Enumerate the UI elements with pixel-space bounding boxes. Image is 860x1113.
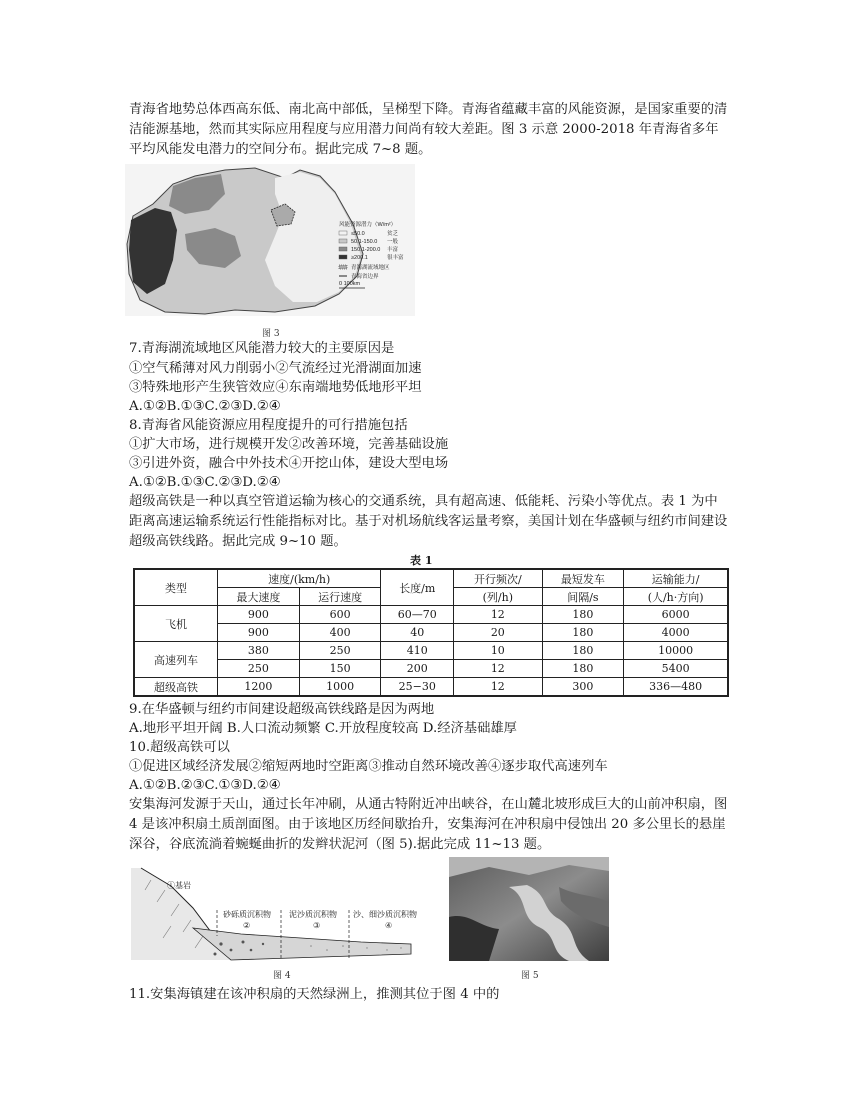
table-row xyxy=(134,678,728,697)
figure-5-photo xyxy=(449,857,609,961)
cell: 400 xyxy=(299,624,381,642)
legend-range-1: ≤50.0 xyxy=(351,231,365,237)
cell: 12 xyxy=(454,660,542,678)
cell: 150 xyxy=(299,660,381,678)
q7-options-2: ③特殊地形产生狭管效应④东南端地势低地形平坦 xyxy=(129,380,422,395)
legend-range-2: 50.1-150.0 xyxy=(351,239,378,245)
qinghai-wind-map xyxy=(125,164,415,316)
cell: 12 xyxy=(454,606,542,624)
figure-4-cross-section xyxy=(131,866,431,962)
table-row xyxy=(134,660,728,678)
cell: 900 xyxy=(218,606,300,624)
legend-range-3: 150.1-200.0 xyxy=(351,247,381,253)
row-group-high-speed-train: 高速列车 xyxy=(134,642,218,678)
q8-stem: 8.青海省风能资源应用程度提升的可行措施包括 xyxy=(129,418,408,433)
table-header-row xyxy=(134,569,728,588)
cell: 12 xyxy=(454,678,542,697)
cell: 180 xyxy=(542,624,624,642)
q10-options: ①促进区域经济发展②缩短两地时空距离③推动自然环境改善④逐步取代高速列车 xyxy=(129,759,608,774)
cell: 180 xyxy=(542,642,624,660)
header-speed: 速度/(km/h) xyxy=(218,569,381,588)
cell: 336—480 xyxy=(624,678,728,697)
cell: 10000 xyxy=(624,642,728,660)
q11-stem: 11.安集海镇建在该冲积扇的天然绿洲上，推测其位于图 4 中的 xyxy=(129,987,500,1002)
cell: 4000 xyxy=(624,624,728,642)
legend-border: 青海省边界 xyxy=(351,274,379,280)
label-gravel-num: ② xyxy=(243,921,251,930)
q8-options-1: ①扩大市场，进行规模开发②改善环境，完善基础设施 xyxy=(129,437,449,452)
intro-paragraph-1: 青海省地势总体西高东低、南北高中部低，呈梯型下降。青海省蕴藏丰富的风能资源，是国家重要的清洁能源基地，然而其实际应用程度与应用潜力间尚有较大差距。图 3 示意 2000-2018 年青海省多年平均风能发电潜力的空间分布。据此完成 7~8 题。 xyxy=(129,102,728,157)
cell: 250 xyxy=(218,660,300,678)
label-silt: 泥沙质沉积物 xyxy=(289,910,337,919)
header-frequency-unit: (列/h) xyxy=(454,588,542,606)
cell: 300 xyxy=(542,678,624,697)
label-sand-num: ④ xyxy=(385,921,393,930)
cell: 900 xyxy=(218,624,300,642)
header-interval: 最短发车 xyxy=(542,569,624,588)
q9-stem: 9.在华盛顿与纽约市间建设超级高铁线路是因为两地 xyxy=(129,702,435,717)
cell: 600 xyxy=(299,606,381,624)
figure-5-caption: 图 5 xyxy=(521,971,539,981)
q10-choices: A.①②B.②③C.①③D.②④ xyxy=(129,778,281,793)
q8-choices: A.①②B.①③C.②③D.②④ xyxy=(129,475,281,490)
table-row xyxy=(134,624,728,642)
table-1-caption: 表 1 xyxy=(410,554,433,567)
header-run-speed: 运行速度 xyxy=(299,588,381,606)
table-1 xyxy=(133,568,729,697)
label-silt-num: ③ xyxy=(313,921,321,930)
cell: 5400 xyxy=(624,660,728,678)
figure-4-caption: 图 4 xyxy=(273,971,291,981)
header-capacity: 运输能力/ xyxy=(624,569,728,588)
cell: 180 xyxy=(542,660,624,678)
legend-level-1: 贫乏 xyxy=(387,231,399,237)
table-row xyxy=(134,642,728,660)
canyon-photo xyxy=(449,857,609,961)
label-bedrock: ①基岩 xyxy=(167,881,191,890)
figure-3-map xyxy=(125,164,415,316)
cell: 20 xyxy=(454,624,542,642)
figure-3-caption: 图 3 xyxy=(262,329,280,339)
q9-choices: A.地形平坦开阔 B.人口流动频繁 C.开放程度较高 D.经济基础雄厚 xyxy=(129,721,517,736)
table-row xyxy=(134,606,728,624)
row-group-hyperloop: 超级高铁 xyxy=(134,678,218,697)
row-group-airplane: 飞机 xyxy=(134,606,218,642)
legend-title: 风能资源潜力（W/m²） xyxy=(339,222,397,228)
label-gravel: 砂砾质沉积物 xyxy=(223,910,271,919)
header-max-speed: 最大速度 xyxy=(218,588,300,606)
legend-level-3: 丰富 xyxy=(387,247,399,253)
header-interval-unit: 间隔/s xyxy=(542,588,624,606)
legend-level-4: 很丰富 xyxy=(387,255,404,261)
cell: 40 xyxy=(381,624,454,642)
q7-options-1: ①空气稀薄对风力削弱小②气流经过光滑湖面加速 xyxy=(129,361,422,376)
label-sand: 沙、细沙质沉积物 xyxy=(353,910,417,919)
intro-paragraph-2: 超级高铁是一种以真空管道运输为核心的交通系统，具有超高速、低能耗、污染小等优点。表 1 为中距离高速运输系统运行性能指标对比。基于对机场航线客运量考察，美国计划在华盛顿与纽约市间建设超级高铁线路。据此完成 9~10 题。 xyxy=(129,494,728,549)
cell: 250 xyxy=(299,642,381,660)
header-type: 类型 xyxy=(134,569,218,606)
cell: 10 xyxy=(454,642,542,660)
cell: 60—70 xyxy=(381,606,454,624)
cell: 410 xyxy=(381,642,454,660)
header-capacity-unit: (人/h·方向) xyxy=(624,588,728,606)
cell: 6000 xyxy=(624,606,728,624)
legend-lake: 青海湖流域地区 xyxy=(351,265,390,271)
cell: 1000 xyxy=(299,678,381,697)
cell: 200 xyxy=(381,660,454,678)
alluvial-fan-profile xyxy=(131,866,431,962)
cell: 180 xyxy=(542,606,624,624)
cell: 380 xyxy=(218,642,300,660)
header-frequency: 开行频次/ xyxy=(454,569,542,588)
q7-stem: 7.青海湖流域地区风能潜力较大的主要原因是 xyxy=(129,341,395,356)
intro-paragraph-3: 安集海河发源于天山，通过长年冲刷，从通古特附近冲出峡谷，在山麓北坡形成巨大的山前冲积扇，图 4 是该冲积扇土质剖面图。由于该地区历经间歇抬升，安集海河在冲积扇中侵蚀出 20 多公里长的悬崖深谷，谷底流淌着蜿蜒曲折的发辫状泥河（图 5).据此完成 11~13 题。 xyxy=(129,797,728,852)
cell: 25−30 xyxy=(381,678,454,697)
header-length: 长度/m xyxy=(381,569,454,606)
q8-options-2: ③引进外资，融合中外技术④开挖山体，建设大型电场 xyxy=(129,456,449,471)
cell: 1200 xyxy=(218,678,300,697)
q7-choices: A.①②B.①③C.②③D.②④ xyxy=(129,399,281,414)
legend-level-2: 一般 xyxy=(387,239,399,245)
scale-bar: 0 100km xyxy=(339,281,361,287)
q10-stem: 10.超级高铁可以 xyxy=(129,740,230,755)
legend-range-4: ≥200.1 xyxy=(351,255,368,261)
